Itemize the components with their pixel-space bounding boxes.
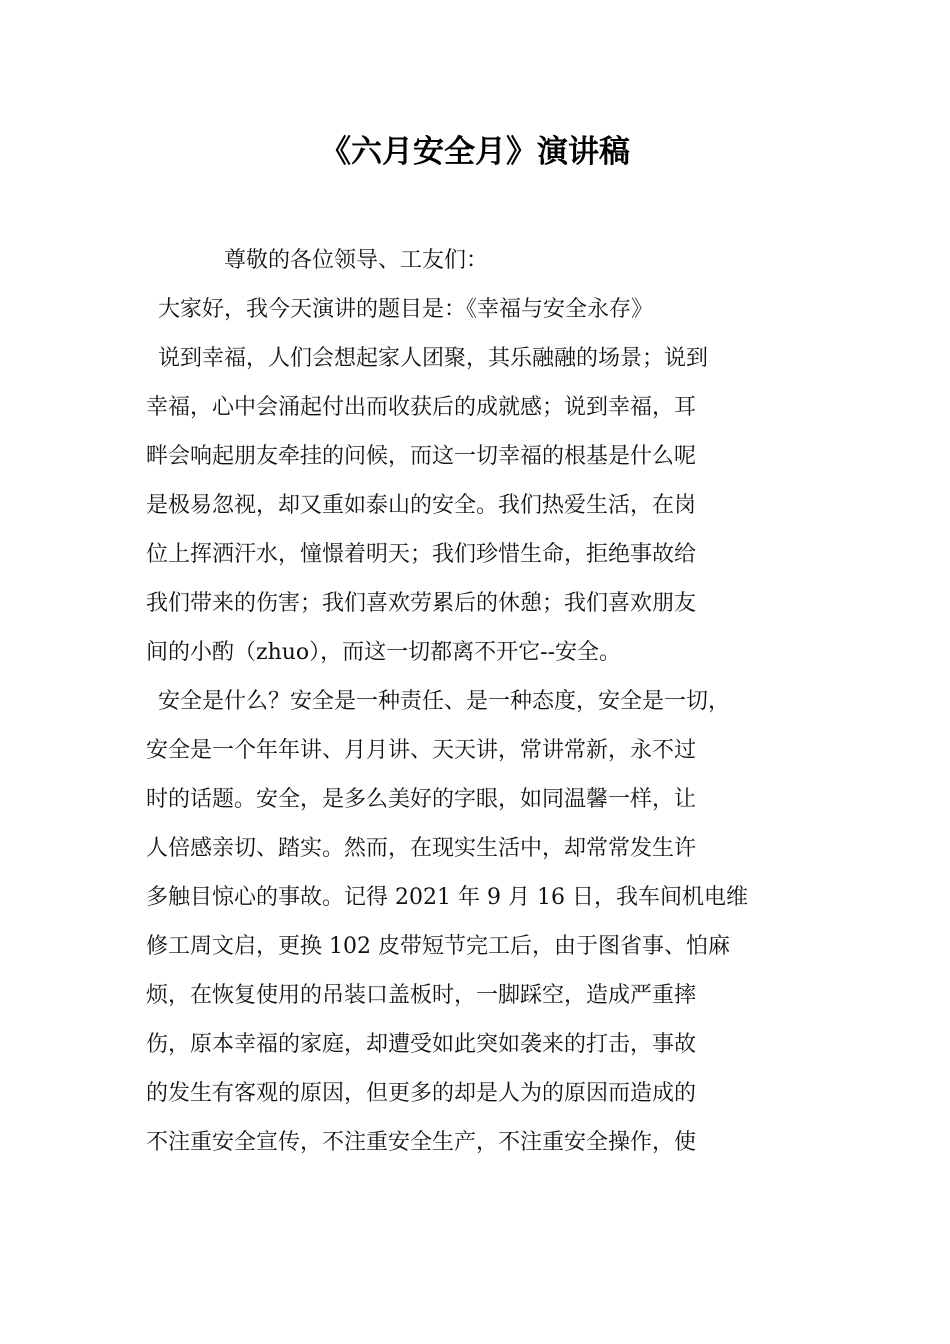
text-line: 间的小酌（zhuo），而这一切都离不开它--安全。 — [146, 640, 622, 665]
text-line: 安全是一个年年讲、月月讲、天天讲，常讲常新，永不过 — [146, 738, 697, 763]
text-line: 多触目惊心的事故。记得 2021 年 9 月 16 日，我车间机电维 — [146, 885, 748, 910]
salutation-line: 尊敬的各位领导、工友们： — [224, 248, 489, 273]
text-line: 位上挥洒汗水，憧憬着明天；我们珍惜生命，拒绝事故给 — [146, 542, 697, 567]
text-line: 大家好，我今天演讲的题目是：《幸福与安全永存》 — [158, 297, 654, 322]
text-line: 是极易忽视，却又重如泰山的安全。我们热爱生活，在岗 — [146, 493, 697, 518]
text-line: 说到幸福，人们会想起家人团聚，其乐融融的场景；说到 — [158, 346, 709, 371]
text-line: 幸福，心中会涌起付出而收获后的成就感；说到幸福，耳 — [146, 395, 697, 420]
text-line: 人倍感亲切、踏实。然而，在现实生活中，却常常发生许 — [146, 836, 697, 861]
text-line: 安全是什么？安全是一种责任、是一种态度，安全是一切， — [158, 689, 731, 714]
text-line: 时的话题。安全，是多么美好的字眼，如同温馨一样，让 — [146, 787, 697, 812]
text-line: 伤，原本幸福的家庭，却遭受如此突如袭来的打击，事故 — [146, 1032, 697, 1057]
document-title: 《六月安全月》演讲稿 — [320, 134, 630, 170]
text-line: 烦，在恢复使用的吊装口盖板时，一脚踩空，造成严重摔 — [146, 983, 697, 1008]
text-line: 不注重安全宣传，不注重安全生产，不注重安全操作，使 — [146, 1130, 697, 1155]
text-line: 的发生有客观的原因，但更多的却是人为的原因而造成的 — [146, 1081, 697, 1106]
document-body — [146, 236, 826, 1167]
text-line: 修工周文启，更换 102 皮带短节完工后，由于图省事、怕麻 — [146, 934, 730, 959]
text-line: 我们带来的伤害；我们喜欢劳累后的休憩；我们喜欢朋友 — [146, 591, 697, 616]
text-line: 畔会响起朋友牵挂的问候，而这一切幸福的根基是什么呢 — [146, 444, 697, 469]
